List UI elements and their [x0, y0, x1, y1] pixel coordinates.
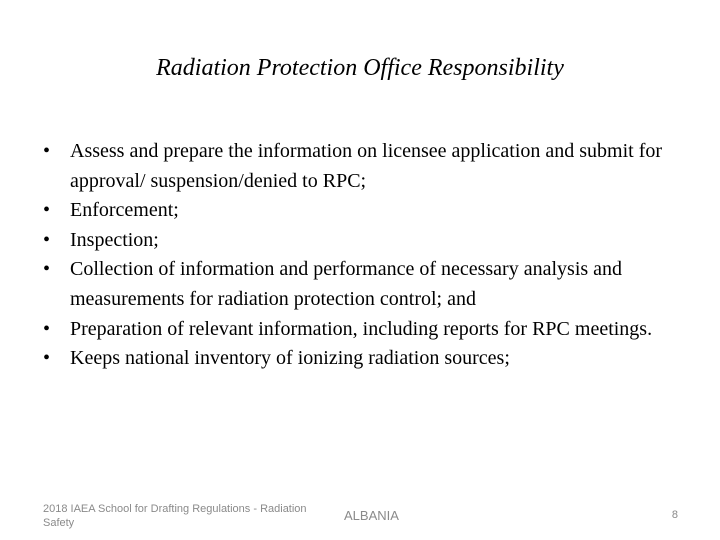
bullet-icon: • [43, 140, 51, 162]
page-number: 8 [671, 509, 678, 521]
bullet-item [43, 226, 683, 256]
bullet-text: Enforcement; [70, 199, 179, 222]
bullet-item [43, 315, 683, 345]
bullet-text: Keeps national inventory of ionizing radiation sources; [70, 347, 510, 370]
bullet-item [43, 344, 683, 374]
bullet-text: Preparation of relevant information, including reports for RPC meetings. [70, 317, 653, 340]
footer-event-name: 2018 IAEA School for Drafting Regulations - Radiation Safety [43, 503, 307, 529]
bullet-icon: • [43, 317, 51, 340]
bullet-text: Assess and prepare the information on licensee application and submit for approval/ suspension/denied to RPC; [70, 140, 663, 192]
bullet-text: Collection of information and performance of necessary analysis and measurements for radiation protection control; and [70, 258, 623, 310]
bullet-text: Inspection; [70, 228, 159, 251]
footer-country: ALBANIA [344, 508, 399, 523]
bullet-icon: • [43, 258, 51, 281]
bullet-item [43, 255, 683, 314]
bullet-list [43, 137, 683, 374]
bullet-icon: • [43, 347, 51, 370]
bullet-icon: • [43, 228, 51, 251]
bullet-item [43, 196, 683, 226]
slide-title: Radiation Protection Office Responsibility [156, 55, 564, 81]
bullet-item [43, 137, 683, 196]
bullet-icon: • [43, 199, 51, 222]
